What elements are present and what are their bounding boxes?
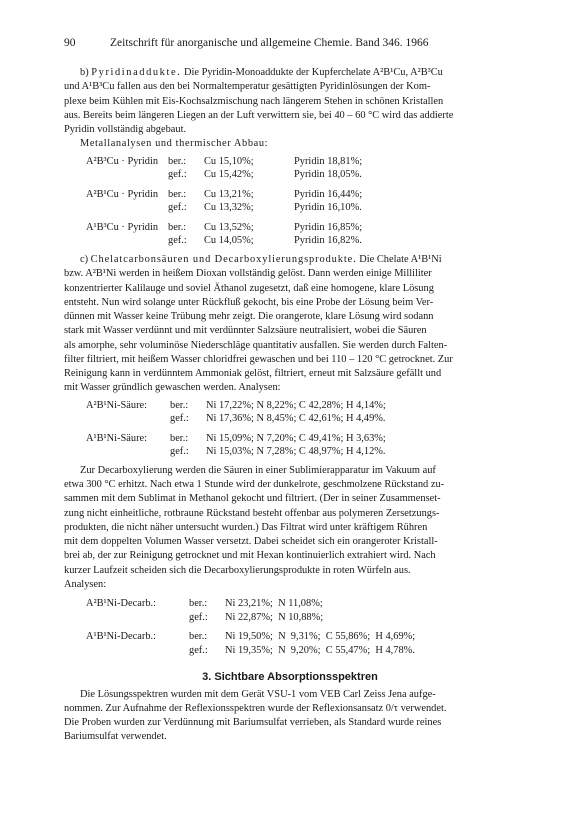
decarb-line: zung nicht einheitliche, rotbraune Rückstand besteht offenbar aus polymeren Zersetzungs-: [64, 507, 440, 519]
section-3-line: Die Lösungsspektren wurden mit dem Gerät VSU-1 vom VEB Carl Zeiss Jena aufge-: [80, 688, 436, 700]
decarb-entry: A¹B¹Ni-Decarb.: ber.: Ni 19,50%; N 9,31%; C 55,86%; H 4,69%; gef.: Ni 19,35%; N 9,20%; C 55,47%; H 4,78%.: [86, 631, 416, 656]
journal-title: Zeitschrift für anorganische und allgemeine Chemie. Band 346. 1966: [110, 37, 429, 49]
acid-entry: A²B¹Ni-Säure: ber.: Ni 17,22%; N 8,22%; C 42,28%; H 4,14%; gef.: Ni 17,36%; N 8,45%; C 42,61%; H 4,49%.: [86, 399, 386, 425]
section-3-line: nommen. Zur Aufnahme der Reflexionsspektren wurde der Reflexionsansatz 0/τ verwendet.: [64, 702, 447, 714]
decarb-line: kurzer Laufzeit scheiden sich die Decarboxylierungsprodukte in roten Würfeln aus.: [64, 564, 411, 576]
section-c-line-1: c) Chelatcarbonsäuren und Decarboxylierungsprodukte. Die Chelate A¹B¹Ni: [80, 254, 442, 266]
pyridine-table: [64, 155, 516, 249]
decarb-line: produkten, die nicht näher untersucht wurden.) Das Filtrat wird unter kräftigem Rühren: [64, 521, 428, 533]
decarb-entry: A²B¹Ni-Decarb.: ber.: Ni 23,21%; N 11,08%; gef.: Ni 22,87%; N 10,88%;: [86, 598, 324, 623]
section-c-line: mit Wasser gründlich gewaschen werden. Analysen:: [64, 382, 281, 394]
section-b-line-5: Pyridin vollständig abgebaut.: [64, 124, 187, 135]
pyridine-entry: A²B¹Cu · Pyridin ber.: Cu 13,21%; Pyridin 16,44%; gef.: Cu 13,32%; Pyridin 16,10%.: [86, 188, 363, 214]
pyridine-entry: A¹B³Cu · Pyridin ber.: Cu 13,52%; Pyridin 16,85%; gef.: Cu 14,05%; Pyridin 16,82%.: [86, 221, 363, 247]
decarb-line: brei ab, der zur Reinigung getrocknet und mit Hexan kontinuierlich extrahiert wird. Nach: [64, 550, 436, 562]
section-c-line: filter filtriert, mit heißem Wasser chloridfrei gewaschen und bei 110 – 120 °C getrocknet. Zur: [64, 353, 453, 365]
decarb-table: [64, 597, 516, 657]
section-3-line: Bariumsulfat verwendet.: [64, 731, 167, 743]
section-b-line-2: und A¹B³Cu fallen aus den bei Normaltemperatur gesättigten Pyridinlösungen der Kom-: [64, 81, 431, 93]
running-header: [64, 36, 516, 50]
section-3-line: Die Proben wurden zur Verdünnung mit Bariumsulfat verrieben, als Standard wurde reines: [64, 717, 442, 729]
decarb-line: etwa 300 °C erhitzt. Nach etwa 1 Stunde wird der dunkelrote, geschmolzene Rückstand zu-: [64, 479, 445, 491]
section-3-heading: 3. Sichtbare Absorptionsspektren: [202, 670, 378, 683]
section-c-line: konzentrierter Kalilauge und soviel Äthanol zugesetzt, daß eine homogene, klare Lösung: [64, 282, 434, 294]
section-c-line: dünnen mit Wasser keine Trübung mehr zeigt. Die orangerote, klare Lösung wird sodann: [64, 311, 434, 323]
decarb-line: sammen mit dem Sublimat in Methanol gekocht und filtriert. (Der in seiner Zusammenset-: [64, 493, 441, 505]
decarb-line: mit dem doppelten Volumen Wasser versetzt. Dabei scheidet sich ein orangeroter Kristall-: [64, 536, 438, 548]
page: [64, 36, 516, 745]
section-c-title: Chelatcarbonsäuren und Decarboxylierungsprodukte.: [90, 254, 357, 266]
acid-table: [64, 399, 516, 459]
section-c-line: als amorphe, sehr voluminöse Niederschläge quantitativ ausfallen. Sie werden durch Falten-: [64, 339, 448, 351]
section-b-line-4: aus. Bereits beim längeren Liegen an der Luft verwittern sie, bei 40 – 60 °C wird das addierte: [64, 109, 454, 121]
section-b-line-1: b) Pyridinaddukte. Die Pyridin-Monoaddukte der Kupferchelate A²B¹Cu, A²B³Cu: [80, 67, 443, 78]
analysen-label: Analysen:: [64, 578, 107, 590]
section-c-line: Reinigung kann in verdünntem Ammoniak gelöst, filtriert, erneut mit Salzsäure gefällt und: [64, 368, 442, 380]
section-c-line: entsteht. Nun wird solange unter Rückfluß gekocht, bis eine Probe der Lösung beim Ver-: [64, 296, 434, 308]
acid-entry: A¹B¹Ni-Säure: ber.: Ni 15,09%; N 7,20%; C 49,41%; H 3,63%; gef.: Ni 15,03%; N 7,28%; C 48,97%; H 4,12%.: [86, 432, 386, 458]
section-c-line: bzw. A²B¹Ni werden in heißem Dioxan vollständig gelöst. Dann werden einige Milliliter: [64, 268, 432, 280]
pyridine-entry: A²B³Cu · Pyridin ber.: Cu 15,10%; Pyridin 18,81%; gef.: Cu 15,42%; Pyridin 18,05%.: [86, 155, 363, 181]
analysis-heading: Metallanalysen und thermischer Abbau:: [80, 138, 269, 150]
decarb-line: Zur Decarboxylierung werden die Säuren in einer Sublimierapparatur im Vakuum auf: [80, 464, 436, 476]
section-b-line-3: plexe beim Kühlen mit Eis-Kochsalzmischung nach längerem Stehen in schönen Kristallen: [64, 95, 444, 107]
section-c-line: stark mit Wasser verdünnt und mit verdünnter Salzsäure neutralisiert, wobei die Säuren: [64, 325, 427, 337]
section-b-title: Pyridinaddukte.: [91, 67, 182, 78]
page-number: 90: [64, 37, 76, 49]
